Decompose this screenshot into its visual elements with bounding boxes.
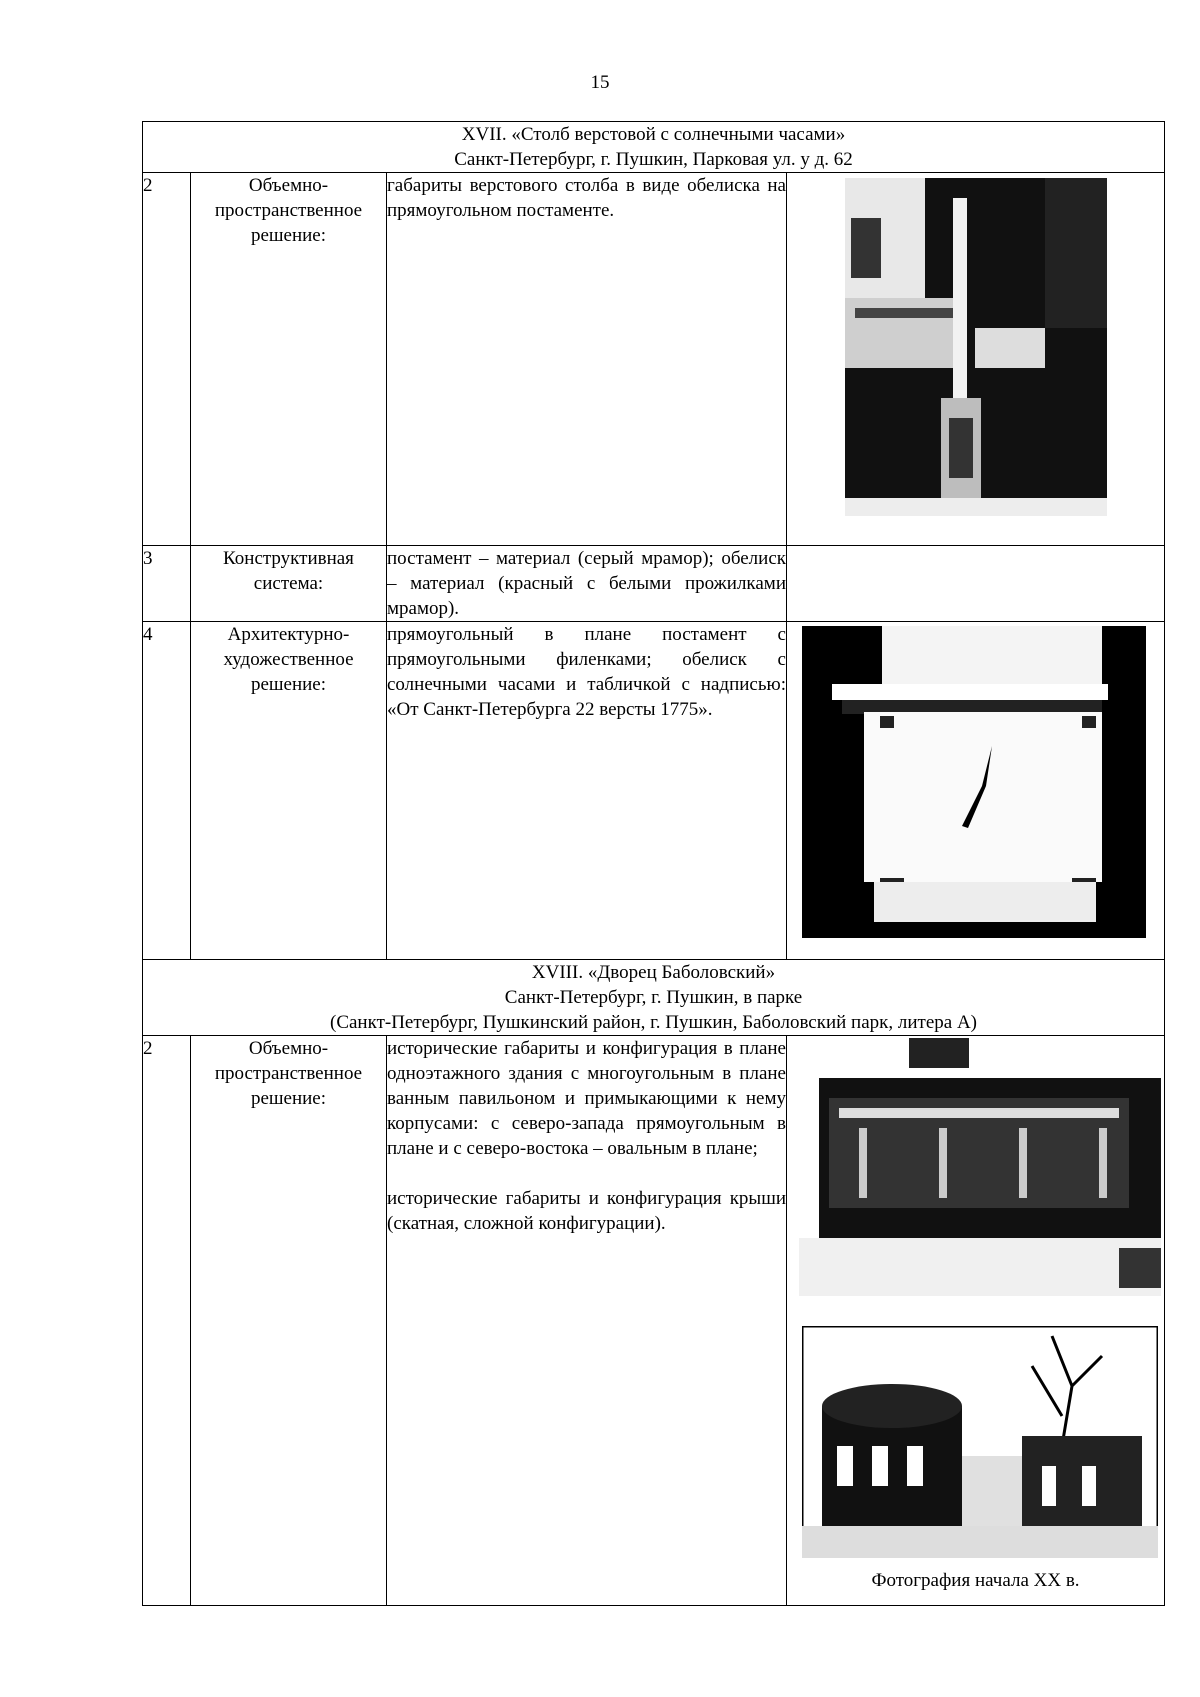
palace-historic-photo — [802, 1326, 1158, 1558]
row-label-line: пространственное — [214, 200, 363, 221]
row-label-line: Объемно- — [248, 1038, 329, 1059]
row-label-line: решение: — [250, 1088, 327, 1109]
monument-table — [142, 121, 1165, 1606]
table-row — [143, 546, 1165, 622]
description-paragraph: исторические габариты и конфигурация в плане одноэтажного здания с многоугольным в плане ванным павильоном и примыкающими к нему корпусами: с северо-запада прямоугольным в плане и с северо-востока – овальным в плане; — [387, 1038, 786, 1159]
row-label-line: решение: — [250, 225, 327, 246]
description-paragraph: габариты верстового столба в виде обелиска на прямоугольном постаменте. — [387, 175, 786, 221]
row-label-line: пространственное — [214, 1063, 363, 1084]
table-row — [143, 1036, 1165, 1606]
photo-cell — [787, 173, 1165, 546]
section-18-address: Санкт-Петербург, г. Пушкин, в парке — [504, 987, 803, 1008]
section-18-header-row — [143, 960, 1165, 1036]
section-17-header-row — [143, 122, 1165, 173]
section-17-address: Санкт-Петербург, г. Пушкин, Парковая ул. у д. 62 — [454, 149, 853, 170]
row-label-line: Архитектурно- — [227, 624, 350, 645]
section-18-title: XVIII. «Дворец Баболовский» — [531, 962, 776, 983]
row-number: 2 — [143, 173, 191, 546]
section-18-header — [143, 960, 1165, 1036]
row-label-line: Объемно- — [248, 175, 329, 196]
photo-cell — [787, 622, 1165, 960]
row-number: 3 — [143, 546, 191, 622]
photo-cell — [787, 546, 1165, 622]
row-number: 4 — [143, 622, 191, 960]
row-label — [191, 1036, 387, 1606]
row-label — [191, 546, 387, 622]
row-label — [191, 622, 387, 960]
sundial-photo — [802, 626, 1146, 938]
row-label-line: решение: — [250, 674, 327, 695]
section-17-header — [143, 122, 1165, 173]
description-paragraph: прямоугольный в плане постамент с прямоугольными филенками; обелиск с солнечными часами и табличкой с надписью: «От Санкт-Петербурга 22 версты 1775». — [387, 624, 786, 720]
description-paragraph: постамент – материал (серый мрамор); обелиск – материал (красный с белыми прожилками мрамор). — [387, 548, 786, 619]
section-18-address-2: (Санкт-Петербург, Пушкинский район, г. Пушкин, Баболовский парк, литера А) — [330, 1012, 978, 1033]
palace-photo — [799, 1038, 1161, 1296]
row-description — [387, 1036, 787, 1606]
photo-cell — [787, 1036, 1165, 1606]
section-17-title: XVII. «Столб верстовой с солнечными часами» — [461, 124, 846, 145]
row-number: 2 — [143, 1036, 191, 1606]
row-label-line: художественное — [223, 649, 354, 670]
page-number: 15 — [590, 72, 610, 93]
row-description — [387, 173, 787, 546]
row-label-line: Конструктивная — [223, 548, 354, 569]
photo-caption: Фотография начала XX в. — [871, 1570, 1080, 1591]
row-label — [191, 173, 387, 546]
description-paragraph: исторические габариты и конфигурация крыши (скатная, сложной конфигурации). — [387, 1188, 786, 1234]
row-description — [387, 622, 787, 960]
table-row — [143, 622, 1165, 960]
milestone-photo — [845, 178, 1107, 516]
row-description — [387, 546, 787, 622]
table-row — [143, 173, 1165, 546]
row-label-line: система: — [253, 573, 324, 594]
